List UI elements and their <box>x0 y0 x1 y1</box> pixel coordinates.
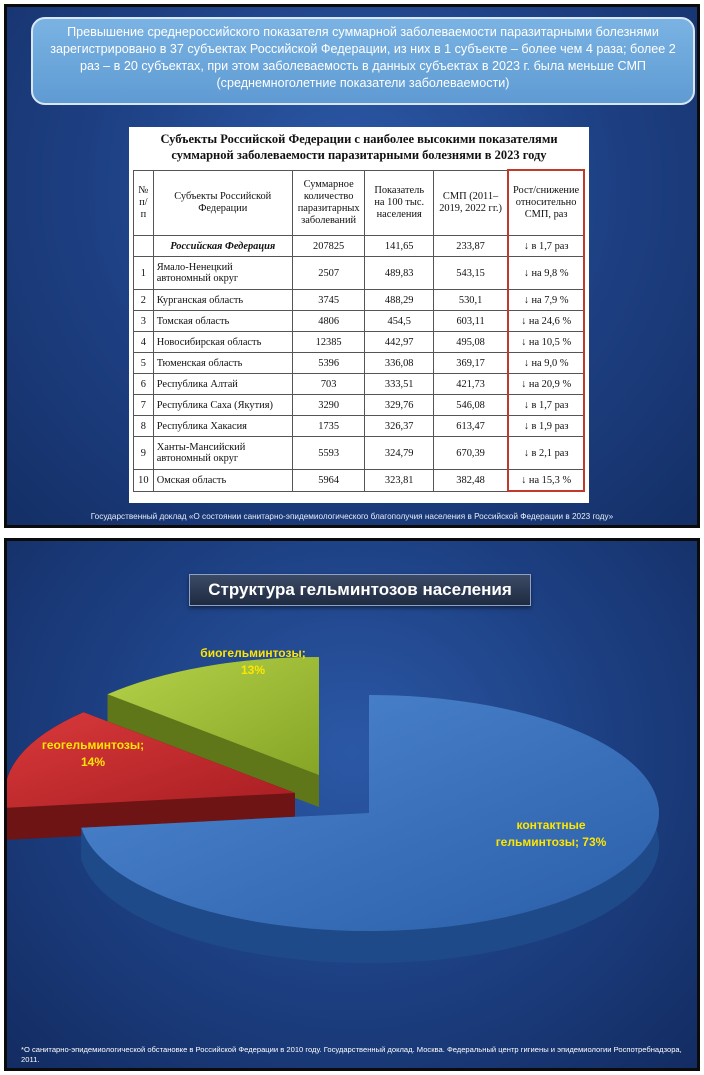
cell-total: 1735 <box>292 416 365 437</box>
cell-smp: 613,47 <box>433 416 508 437</box>
cell-subject: Тюменская область <box>153 353 292 374</box>
cell-smp: 369,17 <box>433 353 508 374</box>
cell-change: ↓ на 9,0 % <box>508 353 584 374</box>
cell-subject: Омская область <box>153 470 292 492</box>
slide-incidence-table <box>4 4 700 528</box>
header-total: Суммарное количество паразитарных заболеваний <box>292 170 365 236</box>
table-row <box>134 257 585 290</box>
cell-rate: 488,29 <box>365 290 434 311</box>
slice-label-bio-name: биогельминтозы; <box>200 646 306 660</box>
cell-change: ↓ на 24,6 % <box>508 311 584 332</box>
subjects-table <box>133 169 585 492</box>
slice-label-geo <box>13 737 173 771</box>
table-row-federation <box>134 236 585 257</box>
slice-label-contact <box>471 817 631 851</box>
cell-number: 3 <box>134 311 154 332</box>
cell-smp: 546,08 <box>433 395 508 416</box>
table-row <box>134 374 585 395</box>
header-smp: СМП (2011–2019, 2022 гг.) <box>433 170 508 236</box>
cell-total: 12385 <box>292 332 365 353</box>
cell-total: 207825 <box>292 236 365 257</box>
cell-smp: 421,73 <box>433 374 508 395</box>
header-change: Рост/снижение относительно СМП, раз <box>508 170 584 236</box>
cell-subject: Курганская область <box>153 290 292 311</box>
cell-change: ↓ на 20,9 % <box>508 374 584 395</box>
cell-rate: 324,79 <box>365 437 434 470</box>
table-title: Субъекты Российской Федерации с наиболее высокими показателями суммарной заболеваемости паразитарными болезнями в 2023 году <box>160 132 558 162</box>
cell-number: 5 <box>134 353 154 374</box>
cell-subject: Республика Хакасия <box>153 416 292 437</box>
cell-smp: 382,48 <box>433 470 508 492</box>
cell-change: ↓ в 2,1 раз <box>508 437 584 470</box>
cell-total: 5593 <box>292 437 365 470</box>
cell-change: ↓ в 1,7 раз <box>508 236 584 257</box>
table-row <box>134 353 585 374</box>
cell-rate: 326,37 <box>365 416 434 437</box>
cell-subject: Ямало-Ненецкий автономный округ <box>153 257 292 290</box>
cell-smp: 603,11 <box>433 311 508 332</box>
cell-rate: 323,81 <box>365 470 434 492</box>
cell-rate: 329,76 <box>365 395 434 416</box>
cell-total: 2507 <box>292 257 365 290</box>
cell-change: ↓ на 15,3 % <box>508 470 584 492</box>
cell-number: 8 <box>134 416 154 437</box>
table-panel <box>129 127 589 503</box>
cell-change: ↓ в 1,9 раз <box>508 416 584 437</box>
cell-smp: 495,08 <box>433 332 508 353</box>
cell-rate: 336,08 <box>365 353 434 374</box>
table-row <box>134 311 585 332</box>
cell-total: 3745 <box>292 290 365 311</box>
slice-label-bio <box>173 645 333 679</box>
chart-title: Структура гельминтозов населения <box>189 574 531 606</box>
cell-change: ↓ в 1,7 раз <box>508 395 584 416</box>
cell-smp: 670,39 <box>433 437 508 470</box>
slice-label-contact-name: контактные <box>516 818 586 832</box>
cell-smp: 543,15 <box>433 257 508 290</box>
cell-total: 4806 <box>292 311 365 332</box>
cell-smp: 530,1 <box>433 290 508 311</box>
cell-number: 4 <box>134 332 154 353</box>
cell-change: ↓ на 9,8 % <box>508 257 584 290</box>
table-row <box>134 470 585 492</box>
slice-label-geo-value: 14% <box>80 755 106 769</box>
table-row <box>134 416 585 437</box>
cell-subject: Томская область <box>153 311 292 332</box>
cell-subject: Новосибирская область <box>153 332 292 353</box>
cell-subject: Республика Алтай <box>153 374 292 395</box>
cell-number: 7 <box>134 395 154 416</box>
cell-subject: Республика Саха (Якутия) <box>153 395 292 416</box>
cell-number <box>134 236 154 257</box>
slide-helminth-structure <box>4 538 700 1071</box>
cell-rate: 141,65 <box>365 236 434 257</box>
header-rate: Показатель на 100 тыс. населения <box>365 170 434 236</box>
table-row <box>134 290 585 311</box>
pie-chart <box>7 541 697 1068</box>
cell-rate: 454,5 <box>365 311 434 332</box>
cell-rate: 489,83 <box>365 257 434 290</box>
cell-number: 2 <box>134 290 154 311</box>
cell-number: 9 <box>134 437 154 470</box>
cell-total: 3290 <box>292 395 365 416</box>
cell-change: ↓ на 7,9 % <box>508 290 584 311</box>
cell-total: 5964 <box>292 470 365 492</box>
slice-label-bio-value: 13% <box>240 663 266 677</box>
cell-total: 5396 <box>292 353 365 374</box>
cell-rate: 442,97 <box>365 332 434 353</box>
source-caption: Государственный доклад «О состоянии санитарно-эпидемиологического благополучия населения в Российской Федерации в 2023 году» <box>90 512 614 521</box>
header-number: № п/п <box>134 170 154 236</box>
cell-number: 6 <box>134 374 154 395</box>
footnote: *О санитарно-эпидемиологической обстановке в Российской Федерации в 2010 году. Государственный доклад. Москва. Федеральный центр гигиены и эпидемиологии Роспотребнадзора, 2011. <box>21 1045 682 1064</box>
cell-number: 10 <box>134 470 154 492</box>
cell-rate: 333,51 <box>365 374 434 395</box>
cell-total: 703 <box>292 374 365 395</box>
slice-label-contact-value: гельминтозы; 73% <box>495 835 607 849</box>
summary-callout: Превышение среднероссийского показателя суммарной заболеваемости паразитарными болезнями зарегистрировано в 37 субъектах Российской Федерации, из них в 1 субъекте – более чем 4 раза; более 2 раз – в 20 субъектах, при этом заболеваемость в данных субъектах в 2023 г. была меньше СМП (среднемноголетние показатели заболеваемости) <box>31 17 695 105</box>
cell-subject: Ханты-Мансийский автономный округ <box>153 437 292 470</box>
cell-change: ↓ на 10,5 % <box>508 332 584 353</box>
cell-subject: Российская Федерация <box>153 236 292 257</box>
slice-label-geo-name: геогельминтозы; <box>41 738 145 752</box>
cell-number: 1 <box>134 257 154 290</box>
table-row <box>134 332 585 353</box>
cell-smp: 233,87 <box>433 236 508 257</box>
table-row <box>134 395 585 416</box>
table-row <box>134 437 585 470</box>
header-subject: Субъекты Российской Федерации <box>153 170 292 236</box>
table-header-row <box>134 170 585 236</box>
